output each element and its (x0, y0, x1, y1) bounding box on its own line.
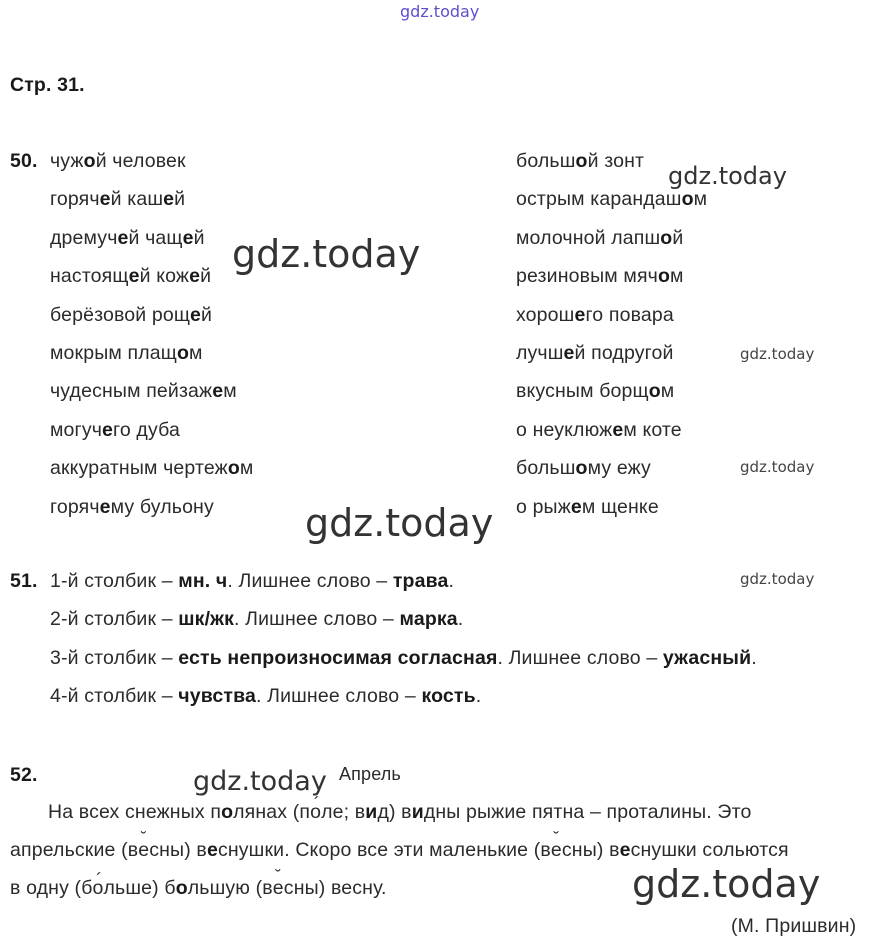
watermark: gdz.today (740, 345, 815, 363)
phrase-row: горячему бульону (50, 495, 214, 518)
phrase-row: берёзовой рощей (50, 303, 213, 326)
phrase-row: чужой человек (50, 150, 186, 172)
phrase-row: дремучей чащей (50, 226, 205, 249)
phrase-row: могучего дуба (50, 418, 180, 441)
phrase-row: о рыжем щенке (516, 495, 659, 518)
watermark: gdz.today (668, 162, 787, 190)
exercise-52-number: 52. (10, 764, 38, 786)
answer-line: 3-й столбик – есть непроизносимая согласная. Лишнее слово – ужасный. (50, 646, 757, 669)
watermark: gdz.today (740, 570, 815, 588)
phrase-row: хорошего повара (516, 303, 674, 326)
answer-line: 2-й столбик – шк/жк. Лишнее слово – марка. (50, 608, 464, 631)
phrase-row: большой зонт (516, 150, 645, 172)
phrase-row: горячей кашей (50, 188, 186, 211)
phrase-row: мокрым плащом (50, 342, 203, 364)
watermark: gdz.today (632, 862, 821, 906)
watermark: gdz.today (305, 501, 494, 545)
watermark-top: gdz.today (400, 2, 480, 21)
phrase-row: чудесным пейзажем (50, 380, 237, 403)
watermark: gdz.today (232, 232, 421, 276)
phrase-row: вкусным борщом (516, 380, 675, 403)
page-number: Стр. 31. (10, 74, 85, 96)
exercise-50-number: 50. (10, 150, 38, 172)
answer-line: 4-й столбик – чувства. Лишнее слово – кость. (50, 685, 482, 708)
text-title: Апрель (339, 764, 401, 784)
phrase-row: острым карандашом (516, 188, 708, 211)
watermark: gdz.today (740, 458, 815, 476)
phrase-row: лучшей подругой (516, 342, 674, 364)
phrase-row: молочной лапшой (516, 226, 684, 249)
text-line-1: На всех снежных полянах (п´ оле; вид) видны рыжие пятна – проталины. Это (48, 801, 751, 824)
watermark: gdz.today (193, 766, 327, 797)
text-author: (М. Пришвин) (731, 915, 857, 937)
text-line-2: апрельские (в˘ есны) веснушки. Скоро все эти маленькие (в˘ есны) веснушки сольются (10, 839, 789, 862)
phrase-row: резиновым мячом (516, 265, 684, 288)
phrase-row: аккуратным чертежом (50, 457, 254, 480)
answer-line: 1-й столбик – мн. ч. Лишнее слово – трава. (50, 570, 455, 592)
exercise-51-number: 51. (10, 570, 38, 592)
text-line-3: в одну (б´ ольше) большую (в˘ есны) весну. (10, 877, 387, 900)
phrase-row: настоящей кожей (50, 265, 212, 288)
phrase-row: о неуклюжем коте (516, 418, 682, 441)
phrase-row: большому ежу (516, 457, 651, 480)
